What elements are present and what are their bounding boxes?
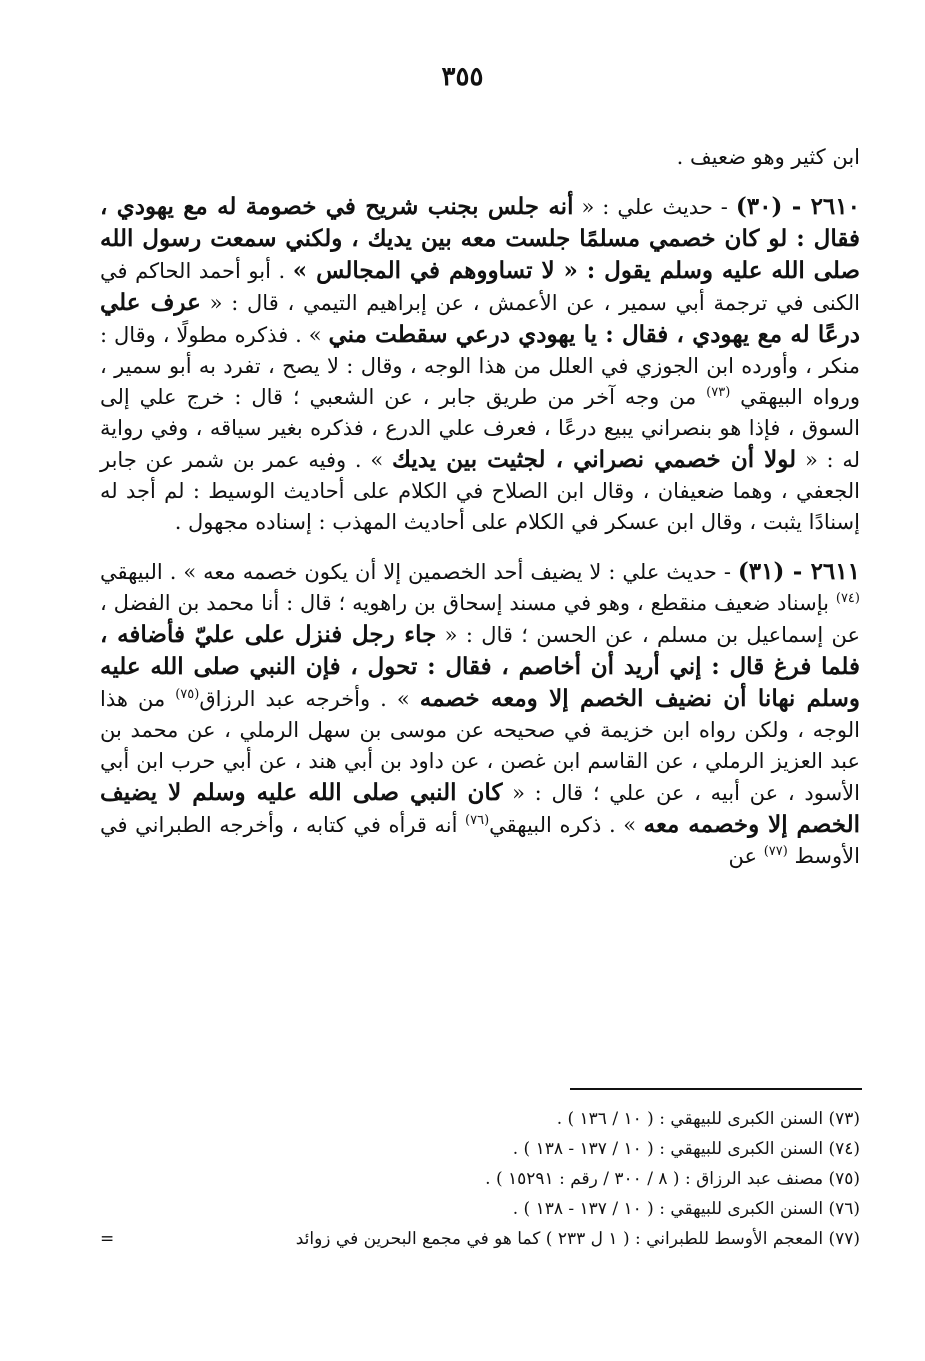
body-text: - حديث علي : لا يضيف أحد الخصمين إلا أن يكون خصمه معه » . البيهقي	[100, 560, 738, 584]
body-text: من هذا الوجه ، ولكن رواه ابن خزيمة في صحيحه عن موسى بن سهل الرملي ، عن محمد بن عبد العزيز الرملي ، عن القاسم ابن غصن ، عن داود بن أبي هند ، عن أبي حرب ابن أبي الأسود ، عن أبيه ، عن علي ؛ قال : «	[100, 687, 860, 805]
footnote-divider	[570, 1088, 862, 1090]
footnote-ref: (٧٤)	[835, 591, 860, 606]
paragraph-hadith-2610	[100, 191, 860, 538]
hadith-number: ٢٦١١ - (٣١)	[737, 558, 860, 585]
footnote-74: (٧٤) السنن الكبرى للبيهقي : ( ١٠ / ١٣٧ - ١٣٨ ) .	[512, 1139, 860, 1159]
footnote-ref: (٧٦)	[465, 813, 490, 828]
quoted-text: لولا أن خصمي نصراني ، لجثيت بين يديك	[391, 446, 797, 473]
quoted-text: جاء رجل فنزل على عليّ فأضافه ، فلما فرغ قال : إني أريد أن أخاصم ، فقال : تحول ، فإن النبي صلى الله عليه وسلم نهانا أن نضيف الخصم إلا ومعه خصمه	[100, 621, 860, 712]
page-number: ٣٥٥	[441, 62, 484, 92]
footnote-ref: (٧٣)	[706, 385, 731, 400]
continuation-mark: =	[100, 1229, 115, 1249]
footnote-76: (٧٦) السنن الكبرى للبيهقي : ( ١٠ / ١٣٧ - ١٣٨ ) .	[512, 1199, 860, 1219]
body-text: من وجه آخر من طريق جابر ، عن الشعبي ؛ قال : خرج علي إلى السوق ، فإذا هو بنصراني يبيع درعًا ، فعرف علي الدرع ، فذكره بغير سياقه ، وفي رواية له : «	[100, 385, 860, 472]
main-text	[100, 142, 860, 872]
footnote-73: (٧٣) السنن الكبرى للبيهقي : ( ١٠ / ١٣٦ ) .	[556, 1109, 860, 1129]
quoted-text: عرف علي درعًا له مع يهودي ، فقال : يا يهودي درعي سقطت مني	[100, 289, 860, 348]
body-text: » . ذكره البيهقي	[489, 813, 644, 837]
body-text: » . وأخرجه عبد الرزاق	[199, 687, 420, 711]
body-text: . أبو أحمد الحاكم في الكنى في ترجمة أبي سمير ، عن الأعمش ، عن إبراهيم التيمي ، قال : «	[100, 259, 861, 315]
paragraph-hadith-2611	[100, 556, 860, 872]
body-text: أنه قرأه في كتابه ، وأخرجه الطبراني في الأوسط	[100, 813, 860, 868]
footnote-ref: (٧٧)	[763, 844, 788, 859]
paragraph-intro	[100, 142, 860, 173]
body-text: - حديث علي : «	[573, 195, 736, 219]
footnote-75: (٧٥) مصنف عبد الرزاق : ( ٨ / ٣٠٠ / رقم : ١٥٢٩١ ) .	[485, 1169, 860, 1189]
body-text: » . فذكره مطولًا ، وقال : منكر ، وأورده ابن الجوزي في العلل من هذا الوجه ، وقال : لا يصح ، تفرد به أبو سمير ، ورواه البيهقي	[100, 323, 860, 409]
footnote-77: (٧٧) المعجم الأوسط للطبراني : ( ١ ل ٢٣٣ ) كما هو في مجمع البحرين في زوائد =	[100, 1224, 860, 1254]
body-text: بإسناد ضعيف منقطع ، وهو في مسند إسحاق بن راهويه ؛ قال : أنا محمد بن الفضل ، عن إسماعيل بن مسلم ، عن الحسن ؛ قال : «	[100, 591, 860, 647]
footnote-ref: (٧٥)	[175, 687, 200, 702]
hadith-number: ٢٦١٠ - (٣٠)	[735, 193, 860, 220]
quoted-text: أنه جلس بجنب شريح في خصومة له مع يهودي ، فقال : لو كان خصمي مسلمًا جلست معه بين يديك ، ولكني سمعت رسول الله صلى الله عليه وسلم يقول : « لا تساووهم في المجالس »	[100, 193, 860, 284]
body-text: عن	[728, 844, 764, 868]
body-text: » . وفيه عمر بن شمر عن جابر الجعفي ، وهما ضعيفان ، وقال ابن الصلاح في الكلام على أحاديث الوسيط : لم أجد له إسنادًا يثبت ، وقال ابن عسكر في الكلام على أحاديث المهذب : إسناده مجهول .	[100, 448, 860, 534]
body-text: ابن كثير وهو ضعيف .	[676, 145, 860, 169]
quoted-text: كان النبي صلى الله عليه وسلم لا يضيف الخصم إلا وخصمه معه	[100, 779, 860, 838]
footnotes	[100, 1104, 860, 1254]
